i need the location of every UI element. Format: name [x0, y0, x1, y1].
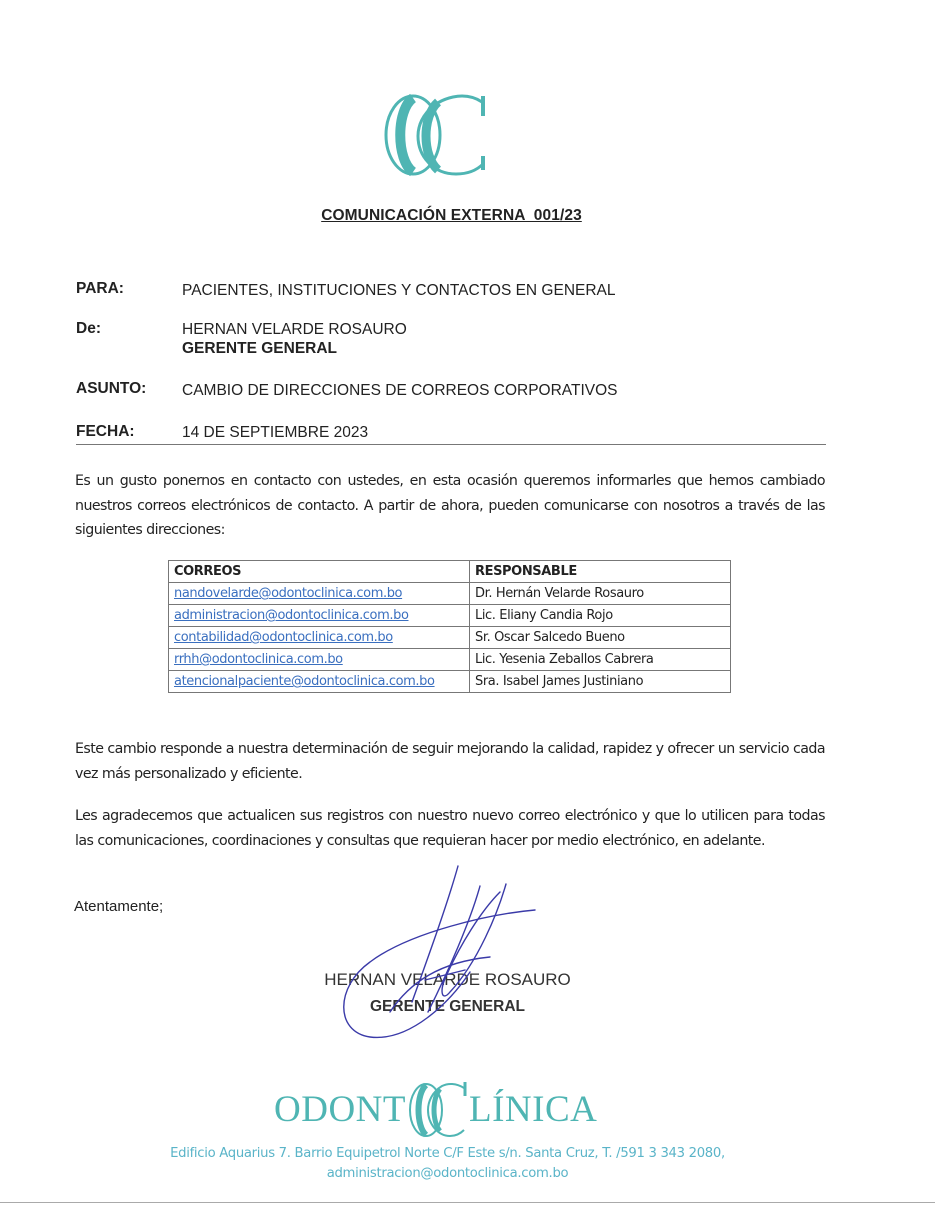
para-label: PARA: — [76, 280, 124, 297]
responsible-cell: Sra. Isabel James Justiniano — [470, 671, 731, 693]
de-label: De: — [76, 320, 101, 337]
email-link[interactable]: administracion@odontoclinica.com.bo — [169, 605, 470, 627]
oc-monogram-icon — [378, 90, 493, 180]
table-row — [169, 671, 731, 693]
asunto-value: CAMBIO DE DIRECCIONES DE CORREOS CORPORATIVOS — [182, 382, 618, 399]
document-title: COMUNICACIÓN EXTERNA 001/23 — [321, 207, 582, 224]
table-header-row — [169, 561, 731, 583]
responsible-cell: Sr. Oscar Salcedo Bueno — [470, 627, 731, 649]
intro-paragraph: Es un gusto ponernos en contacto con ustedes, en esta ocasión queremos informarles que hemos cambiado nuestros correos electrónicos de contacto. A partir de ahora, pueden comunicarse con nosotros a través de las siguientes direcciones: — [75, 473, 825, 538]
paragraph-change-reason: Este cambio responde a nuestra determinación de seguir mejorando la calidad, rapidez y ofrecer un servicio cada vez más personalizado y eficiente. — [75, 741, 825, 782]
paragraph-thanks: Les agradecemos que actualicen sus registros con nuestro nuevo correo electrónico y que lo utilicen para todas las comunicaciones, coordinaciones y consultas que requieran hacer por medio electrónico, en adelante. — [75, 808, 825, 849]
table-row — [169, 583, 731, 605]
para-value: PACIENTES, INSTITUCIONES Y CONTACTOS EN GENERAL — [182, 282, 616, 299]
footer-email[interactable]: administracion@odontoclinica.com.bo — [326, 1166, 569, 1181]
de-name: HERNAN VELARDE ROSAURO — [182, 321, 407, 338]
fecha-label: FECHA: — [76, 423, 135, 440]
column-header-responsable: RESPONSABLE — [470, 561, 731, 583]
email-link[interactable]: rrhh@odontoclinica.com.bo — [169, 649, 470, 671]
responsible-cell: Lic. Eliany Candia Rojo — [470, 605, 731, 627]
asunto-label: ASUNTO: — [76, 380, 147, 397]
responsible-cell: Dr. Hernán Velarde Rosauro — [470, 583, 731, 605]
handwritten-signature — [330, 862, 550, 1042]
monogram-logo — [378, 90, 493, 180]
closing: Atentamente; — [74, 898, 164, 915]
page-bottom-edge — [0, 1202, 935, 1203]
table-row — [169, 649, 731, 671]
table-row — [169, 605, 731, 627]
fecha-value: 14 DE SEPTIEMBRE 2023 — [182, 424, 369, 441]
email-link[interactable]: atencionalpaciente@odontoclinica.com.bo — [169, 671, 470, 693]
signatory-role: GERENTE GENERAL — [369, 998, 525, 1015]
email-table — [168, 560, 731, 693]
brand-wordmark — [272, 1076, 622, 1140]
de-role: GERENTE GENERAL — [182, 340, 338, 357]
responsible-cell: Lic. Yesenia Zeballos Cabrera — [470, 649, 731, 671]
footer-address: Edificio Aquarius 7. Barrio Equipetrol Norte C/F Este s/n. Santa Cruz, T. /591 3 343 2080, — [170, 1146, 725, 1161]
table-row — [169, 627, 731, 649]
signature-icon — [330, 862, 550, 1042]
brand-name-right: LÍNICA — [469, 1089, 598, 1130]
column-header-correos: CORREOS — [169, 561, 470, 583]
header-divider — [76, 444, 826, 445]
email-link[interactable]: nandovelarde@odontoclinica.com.bo — [169, 583, 470, 605]
email-link[interactable]: contabilidad@odontoclinica.com.bo — [169, 627, 470, 649]
brand-name-left: ODONT — [274, 1089, 406, 1130]
signatory-name: HERNAN VELARDE ROSAURO — [324, 970, 571, 989]
oc-monogram-small-icon — [406, 1080, 470, 1140]
